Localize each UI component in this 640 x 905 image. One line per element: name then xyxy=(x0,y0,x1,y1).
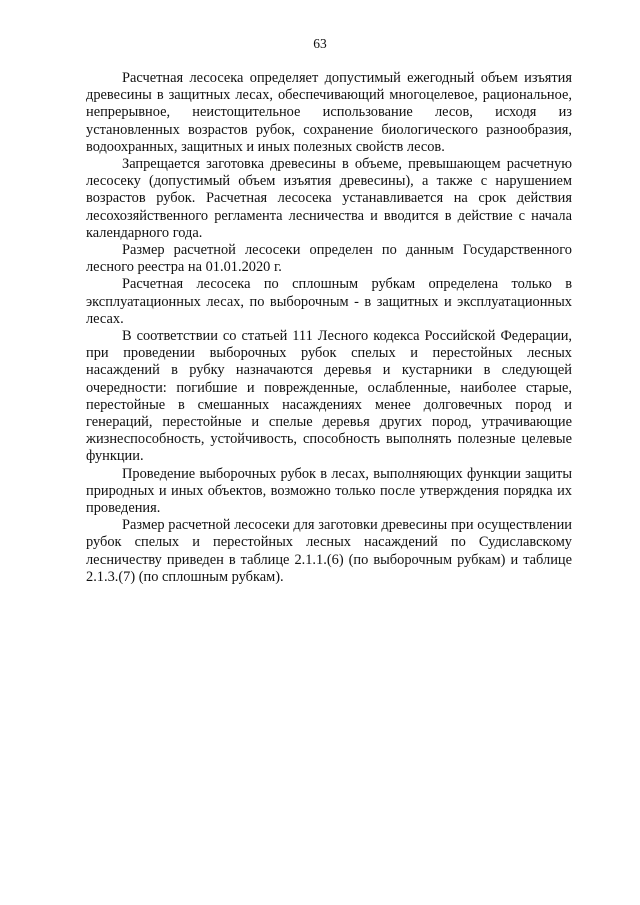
paragraph-allowable-cut-definition: Расчетная лесосека определяет допустимый ежегодный объем изъятия древесины в защитных лесах, обеспечивающий многоцелевое, рациональное, непрерывное, неистощительное использование лесов, исходя из установленных возрастов рубок, сохранение биологического разнообразия, водоохранных, защитных и иных полезных свойств лесов. xyxy=(86,70,572,155)
body-text xyxy=(86,70,572,586)
paragraph-cut-types: Расчетная лесосека по сплошным рубкам определена только в эксплуатационных лесах, по выборочным - в защитных и эксплуатационных лесах. xyxy=(86,276,572,327)
page-number: 63 xyxy=(313,36,327,51)
paragraph-registry-date: Размер расчетной лесосеки определен по данным Государственного лесного реестра на 01.01.2020 г. xyxy=(86,242,572,276)
paragraph-table-reference: Размер расчетной лесосеки для заготовки древесины при осуществлении рубок спелых и перестойных лесных насаждений по Судиславскому лесничеству приведен в таблице 2.1.1.(6) (по выборочным рубкам) и таблице 2.1.3.(7) (по сплошным рубкам). xyxy=(86,517,572,585)
paragraph-protective-forests: Проведение выборочных рубок в лесах, выполняющих функции защиты природных и иных объектов, возможно только после утверждения порядка их проведения. xyxy=(86,465,572,517)
paragraph-harvest-prohibition: Запрещается заготовка древесины в объеме, превышающем расчетную лесосеку (допустимый объем изъятия древесины), а также с нарушением возрастов рубок. Расчетная лесосека устанавливается на срок действия лесохозяйственного регламента лесничества и вводится в действие с начала календарного года. xyxy=(86,156,572,241)
paragraph-forest-code-article: В соответствии со статьей 111 Лесного кодекса Российской Федерации, при проведении выборочных рубок спелых и перестойных лесных насаждений в рубку назначаются деревья и кустарники в следующей очередности: погибшие и поврежденные, ослабленные, наиболее старые, перестойные в смешанных насаждениях менее долговечных пород и генераций, перестойные и спелые деревья других пород, утрачивающие жизнеспособность, устойчивость, способность выполнять полезные целевые функции. xyxy=(86,328,572,465)
